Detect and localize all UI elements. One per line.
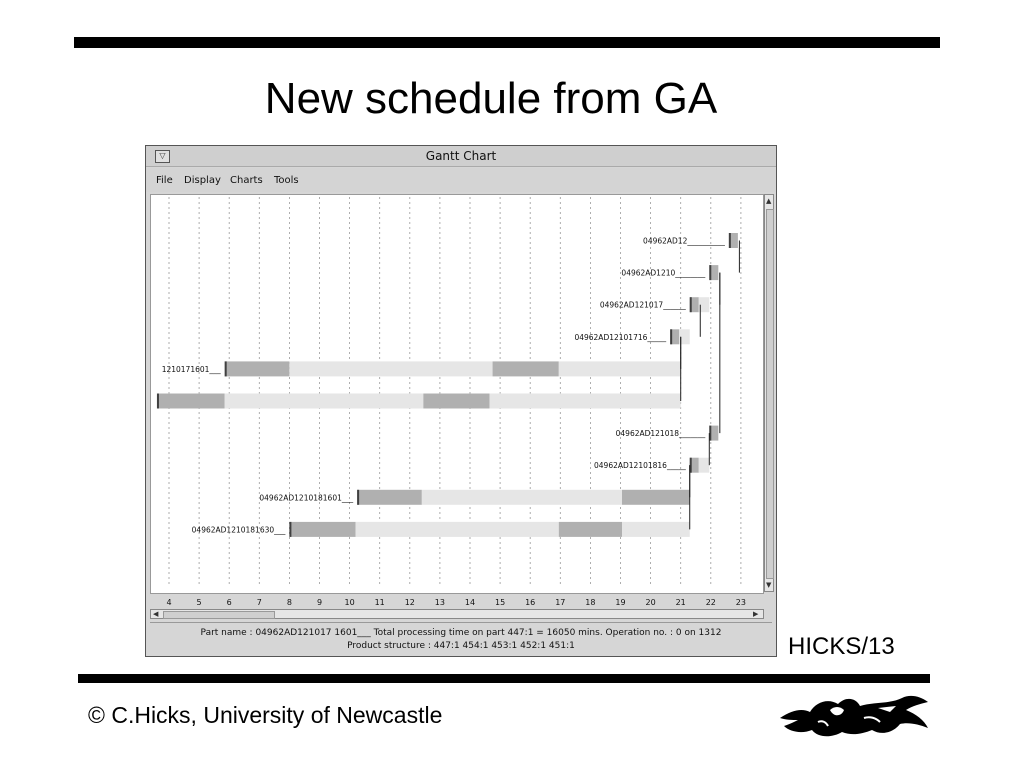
gantt-bar-segment bbox=[422, 490, 622, 505]
gantt-start-marker bbox=[709, 265, 711, 280]
slide-id: HICKS/13 bbox=[788, 633, 895, 660]
gantt-chart-area bbox=[150, 194, 764, 607]
x-tick-label: 13 bbox=[434, 598, 445, 607]
menu-tools[interactable]: Tools bbox=[274, 175, 299, 186]
gantt-row-labels bbox=[162, 237, 725, 535]
gantt-chart bbox=[151, 195, 763, 607]
gantt-bar-segment bbox=[289, 361, 492, 376]
x-tick-label: 5 bbox=[196, 598, 202, 607]
gantt-x-axis bbox=[166, 598, 746, 607]
gantt-start-marker bbox=[225, 361, 227, 376]
x-tick-label: 7 bbox=[256, 598, 262, 607]
menu-display[interactable]: Display bbox=[184, 175, 221, 186]
gantt-bar-segment bbox=[559, 361, 681, 376]
university-lion-logo bbox=[778, 688, 930, 740]
gantt-bar-segment bbox=[225, 361, 290, 376]
vertical-scrollbar[interactable] bbox=[764, 194, 774, 592]
gantt-bar-segment bbox=[423, 394, 489, 409]
x-tick-label: 20 bbox=[645, 598, 656, 607]
gantt-row-label: 04962AD121017______ bbox=[599, 300, 686, 310]
horizontal-scroll-thumb[interactable] bbox=[163, 611, 275, 619]
footer-copyright: © C.Hicks, University of Newcastle bbox=[88, 702, 443, 728]
horizontal-scrollbar[interactable] bbox=[150, 609, 764, 619]
window-titlebar[interactable] bbox=[146, 146, 776, 167]
menu-charts[interactable]: Charts bbox=[230, 175, 263, 186]
menu-file[interactable]: File bbox=[156, 175, 173, 186]
gantt-start-marker bbox=[289, 522, 291, 537]
gantt-bar-segment bbox=[225, 394, 424, 409]
gantt-row-label: 04962AD12101716_____ bbox=[574, 332, 667, 342]
x-tick-label: 18 bbox=[585, 598, 596, 607]
bottom-rule bbox=[78, 674, 930, 683]
x-tick-label: 17 bbox=[555, 598, 566, 607]
x-tick-label: 16 bbox=[525, 598, 536, 607]
scroll-down-icon[interactable]: ▼ bbox=[766, 581, 772, 589]
status-product-structure: Product structure : 447:1 454:1 453:1 452:1 451:1 bbox=[347, 641, 575, 651]
x-tick-label: 22 bbox=[705, 598, 716, 607]
gantt-bar-segment bbox=[356, 522, 559, 537]
x-tick-label: 19 bbox=[615, 598, 626, 607]
gantt-bar-segment bbox=[357, 490, 422, 505]
vertical-scroll-thumb[interactable] bbox=[766, 209, 774, 579]
x-tick-label: 12 bbox=[404, 598, 415, 607]
gantt-row-label: 1210171601___ bbox=[161, 364, 221, 374]
gantt-window bbox=[145, 145, 777, 657]
gantt-row-label: 04962AD12101816_____ bbox=[594, 461, 686, 471]
gantt-row-label: 04962AD121018_______ bbox=[615, 429, 706, 439]
gantt-bar-segment bbox=[490, 394, 681, 409]
gantt-start-marker bbox=[670, 329, 672, 344]
gantt-row-label: 04962AD12__________ bbox=[643, 236, 725, 246]
x-tick-label: 23 bbox=[735, 598, 746, 607]
gantt-bar-segment bbox=[622, 490, 690, 505]
gantt-bar-segment bbox=[622, 522, 690, 537]
menu-bar bbox=[146, 168, 776, 192]
gantt-bar-segment bbox=[289, 522, 355, 537]
scroll-right-icon[interactable]: ▶ bbox=[753, 610, 759, 618]
gantt-row-label: 04962AD1210________ bbox=[621, 268, 706, 278]
gantt-bar-segment bbox=[699, 458, 710, 473]
gantt-row-label: 04962AD1210181630___ bbox=[191, 525, 286, 535]
gantt-bar-segment bbox=[559, 522, 622, 537]
x-tick-label: 21 bbox=[675, 598, 686, 607]
gantt-bar-segment bbox=[493, 361, 559, 376]
slide-title: New schedule from GA bbox=[264, 74, 718, 123]
status-panel bbox=[150, 622, 772, 655]
x-tick-label: 8 bbox=[286, 598, 292, 607]
window-menu-icon[interactable]: ▽ bbox=[155, 150, 170, 163]
scroll-left-icon[interactable]: ◀ bbox=[153, 610, 159, 618]
top-rule bbox=[74, 37, 940, 48]
x-tick-label: 9 bbox=[316, 598, 323, 607]
x-tick-label: 15 bbox=[495, 598, 506, 607]
window-title: Gantt Chart bbox=[425, 149, 497, 163]
gantt-start-marker bbox=[729, 233, 731, 248]
x-tick-label: 4 bbox=[166, 598, 172, 607]
gantt-start-marker bbox=[690, 297, 692, 312]
gantt-links bbox=[681, 241, 740, 530]
gantt-bar-segment bbox=[157, 394, 225, 409]
x-tick-label: 14 bbox=[464, 598, 476, 607]
scroll-up-icon[interactable]: ▲ bbox=[766, 197, 772, 205]
gantt-start-marker bbox=[157, 394, 159, 409]
x-tick-label: 10 bbox=[344, 598, 355, 607]
x-tick-label: 11 bbox=[374, 598, 385, 607]
x-tick-label: 6 bbox=[226, 598, 232, 607]
gantt-start-marker bbox=[357, 490, 359, 505]
status-part-info: Part name : 04962AD121017 1601___ Total processing time on part 447:1 = 16050 mins. Operation no. : 0 on 1312 bbox=[200, 628, 722, 638]
gantt-row-label: 04962AD1210181601___ bbox=[259, 493, 354, 503]
